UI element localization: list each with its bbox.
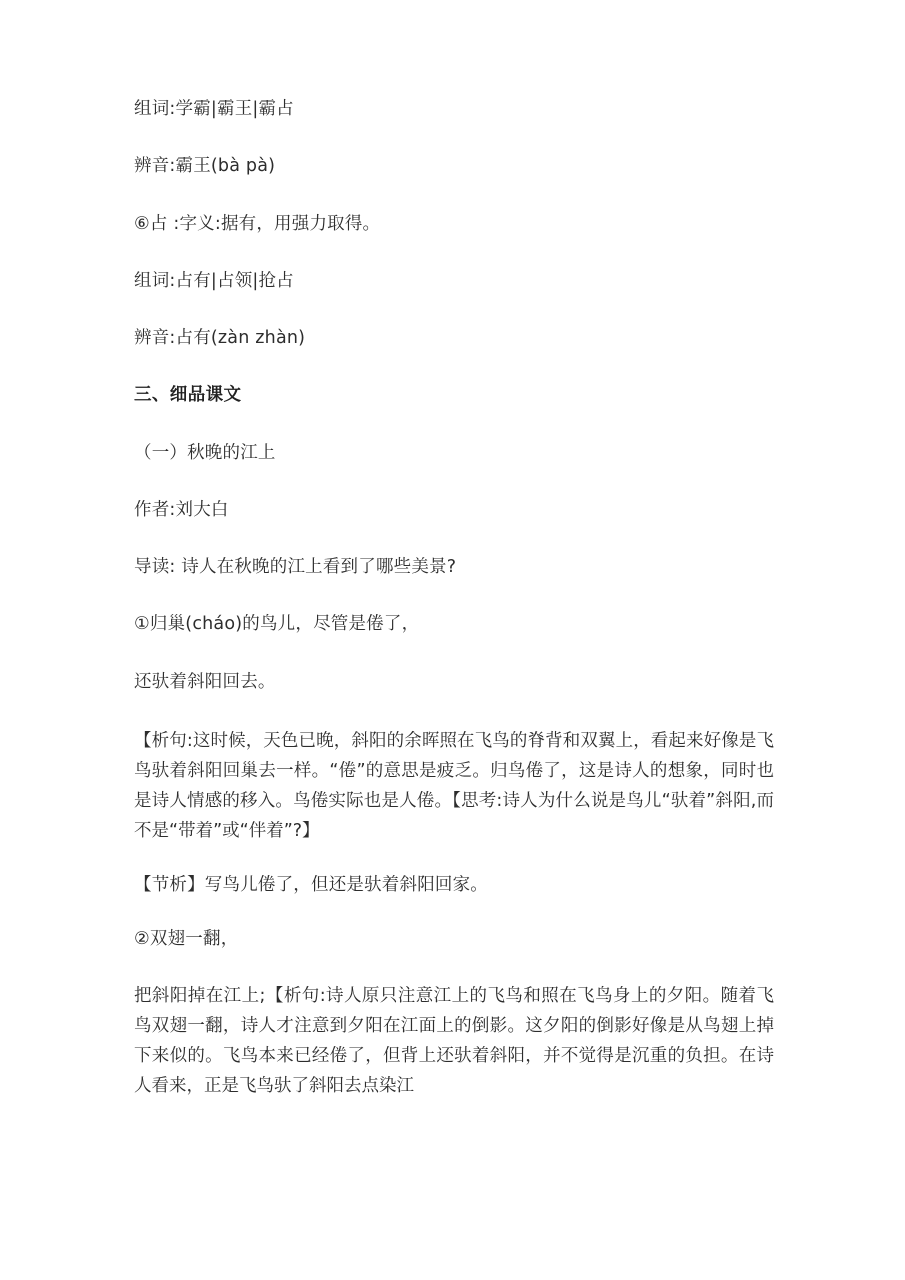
text-line-poem-3: ②双翅一翻， [134,929,239,950]
text-line-zhan-ziyi: ⑥占 :字义:据有，用强力取得。 [134,213,381,234]
text-paragraph-xiju-1: 【析句:这时候，天色已晚，斜阳的余晖照在飞鸟的脊背和双翼上，看起来好像是飞鸟驮着斜阳回巢去一样。“倦”的意思是疲乏。归鸟倦了，这是诗人的想象，同时也是诗人情感的移入。鸟倦实际也是人倦。【思考:诗人为什么说是鸟儿“驮着”斜阳,而不是“带着”或“伴着”?】 [134,730,774,842]
text-line-zuci-bawang: 组词:学霸|霸王|霸占 [134,99,294,119]
text-line-subsection-qiuwan: （一）秋晚的江上 [134,442,276,463]
text-line-daodu: 导读: 诗人在秋晚的江上看到了哪些美景? [134,557,457,577]
document-body [134,96,774,1101]
text-line-bianyin-zhanyou: 辨音:占有(zàn zhàn) [134,328,306,348]
text-line-poem-2: 还驮着斜阳回去。 [134,671,276,692]
text-line-zuci-zhanyou: 组词:占有|占领|抢占 [134,270,294,291]
text-line-author: 作者:刘大白 [134,499,229,520]
text-paragraph-xiju-2: 把斜阳掉在江上;【析句:诗人原只注意江上的飞鸟和照在飞鸟身上的夕阳。随着飞鸟双翅一翻，诗人才注意到夕阳在江面上的倒影。这夕阳的倒影好像是从鸟翅上掉下来似的。飞鸟本来已经倦了，但背上还驮着斜阳，并不觉得是沉重的负担。在诗人看来，正是飞鸟驮了斜阳去点染江 [134,985,774,1096]
section-heading-xipin-kewen: 三、细品课文 [134,385,242,406]
text-line-jiexi-1: 【节析】写鸟儿倦了，但还是驮着斜阳回家。 [134,875,488,896]
text-line-bianyin-bawang: 辨音:霸王(bà pà) [134,156,276,177]
text-line-poem-1: ①归巢(cháo)的鸟儿，尽管是倦了， [134,614,420,635]
